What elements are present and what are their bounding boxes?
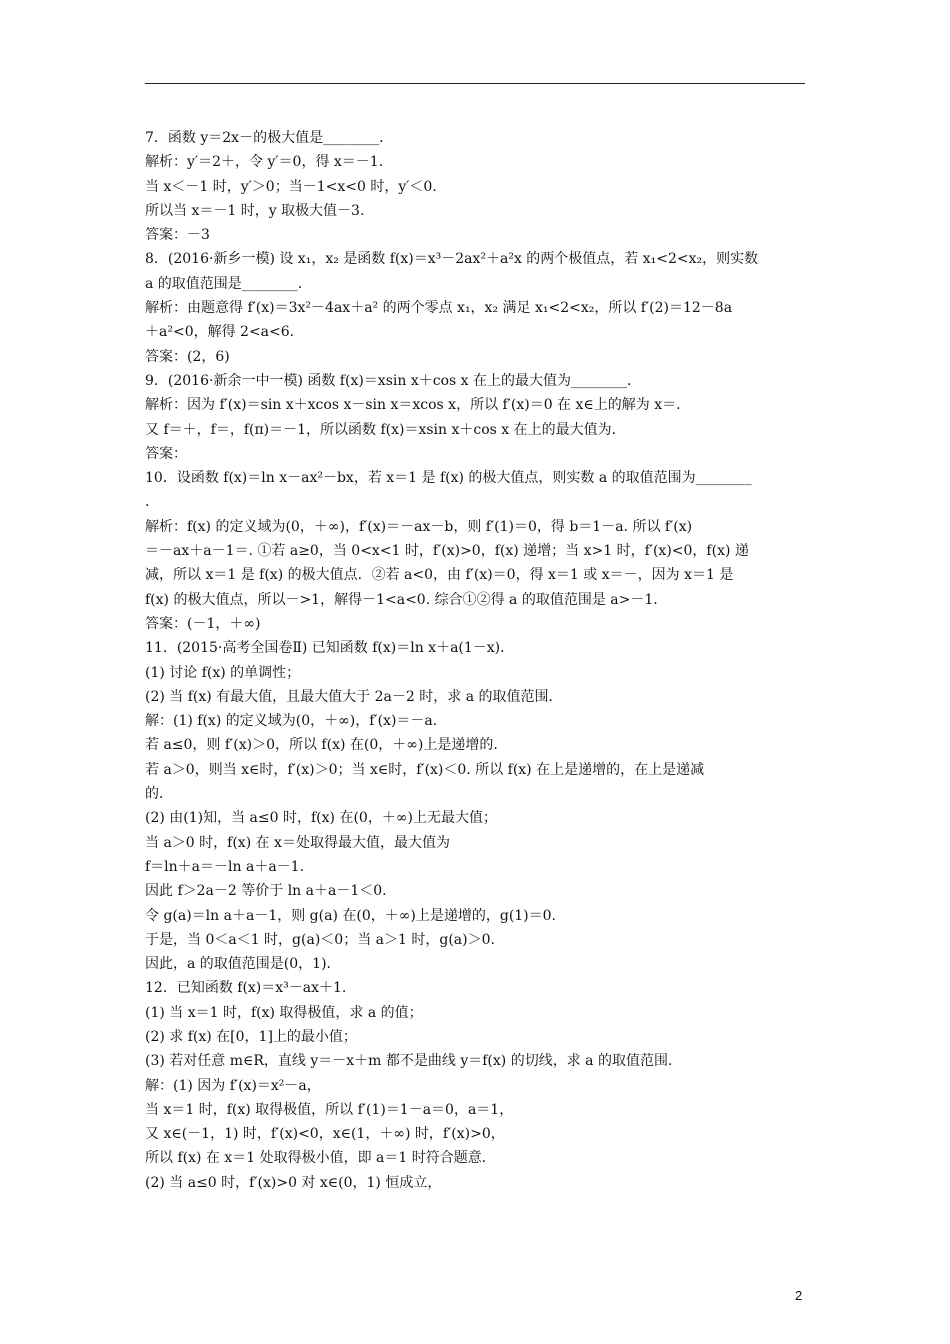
text-line: 11．(2015·高考全国卷Ⅱ) 已知函数 f(x)＝ln x＋a(1－x)．	[145, 640, 515, 657]
page-content	[145, 126, 813, 1195]
text-line: 因此，a 的取值范围是(0，1)．	[145, 956, 341, 973]
text-line: 9．(2016·新余一中一模) 函数 f(x)＝xsin x＋cos x 在上的最大值为________．	[145, 372, 641, 389]
text-line: 当 a＞0 时，f(x) 在 x＝处取得最大值，最大值为	[145, 834, 450, 851]
text-line: (2) 由(1)知，当 a≤0 时，f(x) 在(0，＋∞)上无最大值；	[145, 810, 497, 827]
text-line: 所以当 x＝－1 时，y 取极大值－3.	[145, 202, 365, 219]
text-line: ＋a²<0，解得 2<a<6.	[145, 324, 295, 341]
text-line: 若 a≤0，则 f′(x)＞0，所以 f(x) 在(0，＋∞)上是递增的．	[145, 737, 508, 754]
text-line: f(x) 的极大值点，所以－>1，解得－1<a<0. 综合①②得 a 的取值范围是 a>－1.	[145, 591, 658, 608]
text-line: 答案：(－1，＋∞)	[145, 615, 261, 632]
text-line: (2) 当 f(x) 有最大值，且最大值大于 2a－2 时，求 a 的取值范围．	[145, 688, 563, 705]
text-line: ＝－ax＋a－1＝. ①若 a≥0，当 0<x<1 时，f′(x)>0，f(x) 递增；当 x>1 时，f′(x)<0，f(x) 递	[145, 543, 749, 560]
text-line: 答案：－3	[145, 227, 210, 244]
text-line: 7．函数 y＝2x－的极大值是________．	[145, 130, 394, 146]
text-line: (1) 当 x＝1 时，f(x) 取得极值，求 a 的值；	[145, 1004, 423, 1021]
text-line: (1) 讨论 f(x) 的单调性；	[145, 664, 301, 681]
text-line: 又 f＝＋，f＝，f(π)＝－1，所以函数 f(x)＝xsin x＋cos x 在上的最大值为.	[145, 421, 617, 438]
text-line: (2) 求 f(x) 在[0，1]上的最小值；	[145, 1028, 357, 1045]
text-line: 解析：因为 f′(x)＝sin x＋xcos x－sin x＝xcos x，所以 f′(x)＝0 在 x∈上的解为 x＝.	[145, 397, 681, 414]
text-line: 的．	[145, 786, 173, 803]
text-line: 因此 f＞2a－2 等价于 ln a＋a－1＜0.	[145, 883, 387, 900]
text-line: 12．已知函数 f(x)＝x³－ax＋1.	[145, 980, 347, 997]
text-line: 又 x∈(－1，1) 时，f′(x)<0，x∈(1，＋∞) 时，f′(x)>0，	[145, 1126, 505, 1143]
text-line: 于是，当 0＜a＜1 时，g(a)＜0；当 a＞1 时，g(a)＞0.	[145, 931, 495, 948]
text-line: 令 g(a)＝ln a＋a－1，则 g(a) 在(0，＋∞)上是递增的，g(1)＝0.	[145, 907, 557, 924]
text-line: 8．(2016·新乡一模) 设 x₁，x₂ 是函数 f(x)＝x³－2ax²＋a²x 的两个极值点，若 x₁<2<x₂，则实数	[145, 251, 759, 268]
text-line: (3) 若对任意 m∈R，直线 y＝－x＋m 都不是曲线 y＝f(x) 的切线，求 a 的取值范围．	[145, 1053, 682, 1070]
text-line: 解析：f(x) 的定义域为(0，＋∞)，f′(x)＝－ax－b，则 f′(1)＝0，得 b＝1－a. 所以 f′(x)	[145, 518, 693, 535]
header-rule	[145, 83, 805, 84]
text-line: 答案：(2，6)	[145, 348, 230, 365]
text-line: 10．设函数 f(x)＝ln x－ax²－bx，若 x＝1 是 f(x) 的极大值点，则实数 a 的取值范围为________	[145, 470, 752, 487]
text-line: 当 x＜－1 时，y′＞0；当－1<x<0 时，y′＜0.	[145, 178, 437, 195]
text-line: 解析：由题意得 f′(x)＝3x²－4ax＋a² 的两个零点 x₁，x₂ 满足 x₁<2<x₂，所以 f′(2)＝12－8a	[145, 300, 733, 317]
text-line: (2) 当 a≤0 时，f′(x)>0 对 x∈(0，1) 恒成立，	[145, 1174, 442, 1191]
text-line: f＝ln＋a＝－ln a＋a－1.	[145, 858, 305, 875]
text-line: 减，所以 x＝1 是 f(x) 的极大值点．②若 a<0，由 f′(x)＝0，得 x＝1 或 x＝－，因为 x＝1 是	[145, 567, 734, 584]
page-number: 2	[795, 1288, 803, 1303]
text-line: 解：(1) 因为 f′(x)＝x²－a，	[145, 1077, 321, 1094]
text-line: a 的取值范围是________．	[145, 275, 312, 292]
text-line: 解析：y′＝2＋，令 y′＝0，得 x＝－1.	[145, 154, 384, 171]
text-line: 当 x＝1 时，f(x) 取得极值，所以 f′(1)＝1－a＝0，a＝1，	[145, 1101, 514, 1118]
text-line: 若 a＞0，则当 x∈时，f′(x)＞0；当 x∈时，f′(x)＜0. 所以 f(x) 在上是递增的，在上是递减	[145, 761, 705, 778]
text-line: 解：(1) f(x) 的定义域为(0，＋∞)，f′(x)＝－a.	[145, 713, 438, 730]
text-line: ．	[145, 494, 159, 511]
text-line: 答案：	[145, 445, 187, 462]
text-line: 所以 f(x) 在 x＝1 处取得极小值，即 a＝1 时符合题意．	[145, 1150, 496, 1167]
